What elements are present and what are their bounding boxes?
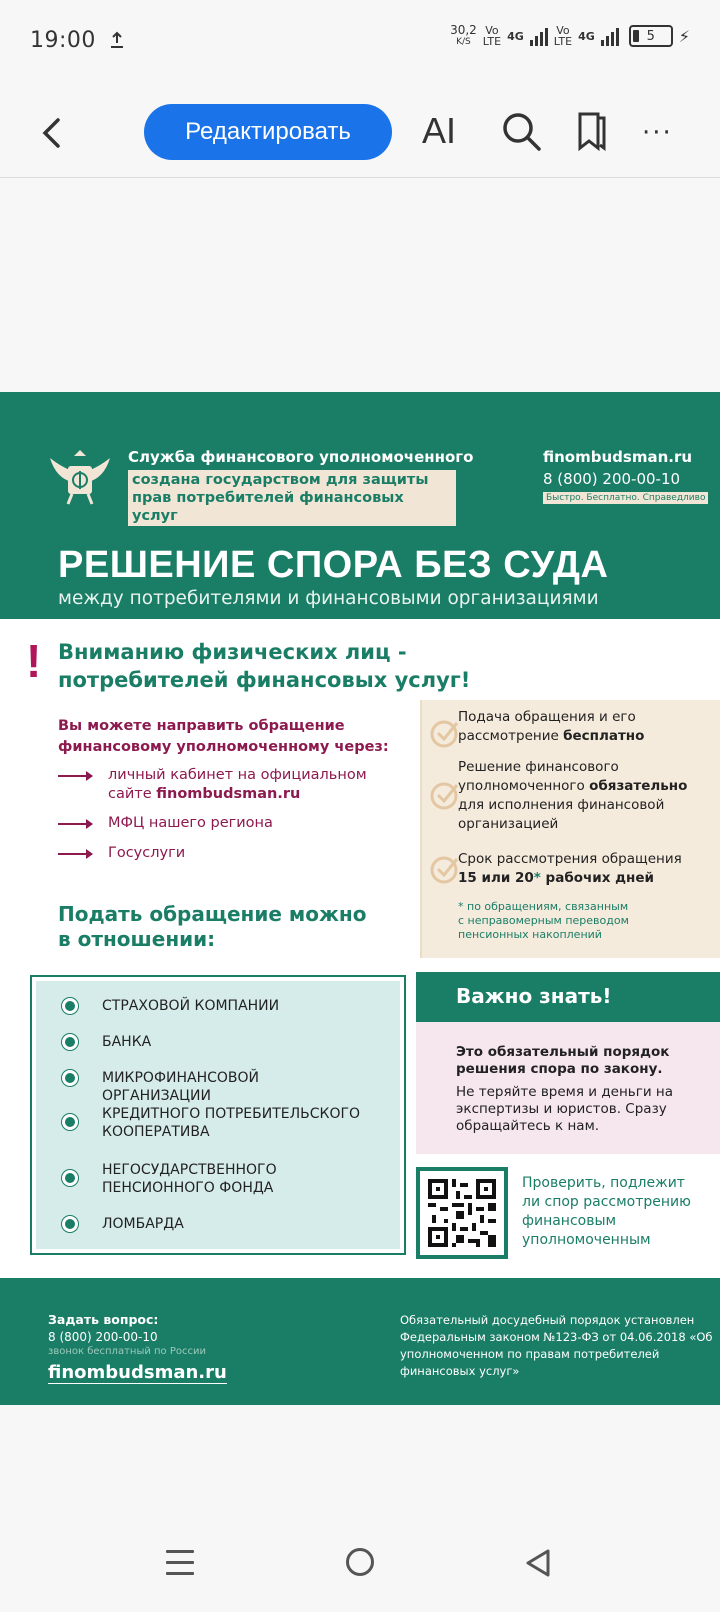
- bullet-icon: [62, 1170, 78, 1186]
- triangle-back-icon: [524, 1548, 552, 1578]
- more-options-button[interactable]: ···: [642, 118, 673, 148]
- bullet-icon: [62, 1216, 78, 1232]
- org-tagline: создана государством для защиты прав потребителей финансовых услуг: [128, 470, 456, 526]
- slogan: Быстро. Бесплатно. Справедливо: [543, 492, 708, 504]
- ai-button[interactable]: AI: [422, 110, 457, 151]
- home-button[interactable]: [346, 1548, 374, 1576]
- ask-free-note: звонок бесплатный по России: [48, 1346, 206, 1357]
- signal-icon-2: [601, 26, 619, 46]
- doc-footer: [0, 1278, 720, 1405]
- search-button[interactable]: [500, 110, 544, 154]
- doc-title: РЕШЕНИЕ СПОРА БЕЗ СУДА: [58, 544, 609, 586]
- check-circle-icon: [430, 854, 460, 884]
- signal-icon-1: [530, 26, 548, 46]
- org-list-item: НЕГОСУДАРСТВЕННОГО ПЕНСИОННОГО ФОНДА: [62, 1161, 382, 1197]
- ask-question: Задать вопрос:: [48, 1312, 159, 1327]
- battery-level: 5: [646, 28, 655, 44]
- org-list-item: МИКРОФИНАНСОВОЙ ОРГАНИЗАЦИИ: [62, 1069, 372, 1105]
- bookmark-button[interactable]: [574, 110, 610, 154]
- net-type-1: 4G: [507, 29, 524, 43]
- system-nav-bar: [0, 1530, 720, 1612]
- subjects-heading: Подать обращение можно в отношении:: [58, 902, 367, 951]
- can-send-heading: Вы можете направить обращение финансовому уполномоченному через:: [58, 718, 389, 755]
- emblem-logo: [46, 448, 114, 506]
- info-panel: [420, 700, 720, 958]
- arrow-right-icon: [58, 775, 92, 777]
- nav-back-button[interactable]: [524, 1548, 552, 1578]
- ask-phone: 8 (800) 200-00-10: [48, 1330, 158, 1344]
- check-circle-icon: [430, 780, 460, 810]
- toolbar: [0, 88, 720, 178]
- network-speed: 30,2 K/S: [450, 23, 477, 47]
- info-term: Срок рассмотрения обращения 15 или 20* рабочих дней: [458, 850, 682, 888]
- bullet-icon: [62, 1114, 78, 1130]
- qr-caption: Проверить, подлежит ли спор рассмотрению финансовым уполномоченным: [522, 1175, 691, 1248]
- org-list-item: СТРАХОВОЙ КОМПАНИИ: [62, 997, 362, 1015]
- exclamation-icon: !: [26, 635, 42, 687]
- battery-icon: [629, 25, 673, 47]
- org-list-item: ЛОМБАРДА: [62, 1215, 362, 1233]
- law-note: Обязательный досудебный порядок установлен Федеральным законом №123-ФЗ от 04.06.2018 «Об уполномоченном по правам потребителей финансовых услуг»: [400, 1313, 713, 1378]
- bullet-icon: [62, 1070, 78, 1086]
- volte-1: Vo LTE: [482, 24, 502, 48]
- charging-icon: ⚡: [678, 26, 690, 46]
- document-page: [0, 392, 720, 1405]
- phone-top: 8 (800) 200-00-10: [543, 470, 681, 488]
- qr-code: [416, 1167, 508, 1259]
- org-name: Служба финансового уполномоченного: [128, 448, 474, 466]
- site-link-top: finombudsman.ru: [543, 448, 693, 466]
- upload-icon: [110, 31, 124, 49]
- edit-button[interactable]: Редактировать: [144, 104, 392, 160]
- footnote: * по обращениям, связанным с неправомерным переводом пенсионных накоплений: [458, 900, 629, 941]
- doc-subtitle: между потребителями и финансовыми организациями: [58, 588, 599, 609]
- bullet-icon: [62, 998, 78, 1014]
- chevron-left-icon: [34, 108, 74, 158]
- attention-heading: Вниманию физических лиц - потребителей финансовых услуг!: [58, 640, 471, 692]
- channel-item: Госуслуги: [58, 844, 185, 863]
- check-circle-icon: [430, 718, 460, 748]
- organizations-box: [30, 975, 406, 1255]
- info-mandatory: Решение финансового уполномоченного обязательно для исполнения финансовой организацией: [458, 758, 687, 834]
- net-type-2: 4G: [578, 29, 595, 43]
- info-free: Подача обращения и его рассмотрение бесплатно: [458, 708, 644, 746]
- status-bar: [0, 0, 720, 80]
- channel-item: МФЦ нашего региона: [58, 814, 273, 833]
- footer-site: finombudsman.ru: [48, 1362, 227, 1383]
- search-icon: [500, 110, 544, 154]
- arrow-right-icon: [58, 853, 92, 855]
- doc-header: [0, 392, 720, 619]
- status-indicators: [450, 24, 690, 48]
- back-button[interactable]: [34, 108, 74, 158]
- bullet-icon: [62, 1034, 78, 1050]
- org-list-item: БАНКА: [62, 1033, 362, 1051]
- important-heading: Важно знать!: [416, 972, 720, 1022]
- bookmark-icon: [574, 110, 610, 154]
- status-time: 19:00: [30, 27, 96, 53]
- recent-apps-button[interactable]: [166, 1550, 194, 1578]
- volte-2: Vo LTE: [553, 24, 573, 48]
- important-body: Это обязательный порядок решения спора по закону. Не теряйте время и деньги на экспертизы и юристов. Сразу обращайтесь к нам.: [416, 1022, 720, 1154]
- arrow-right-icon: [58, 823, 92, 825]
- channel-item: личный кабинет на официальном сайте finombudsman.ru: [58, 766, 367, 804]
- org-list-item: КРЕДИТНОГО ПОТРЕБИТЕЛЬСКОГО КООПЕРАТИВА: [62, 1105, 362, 1141]
